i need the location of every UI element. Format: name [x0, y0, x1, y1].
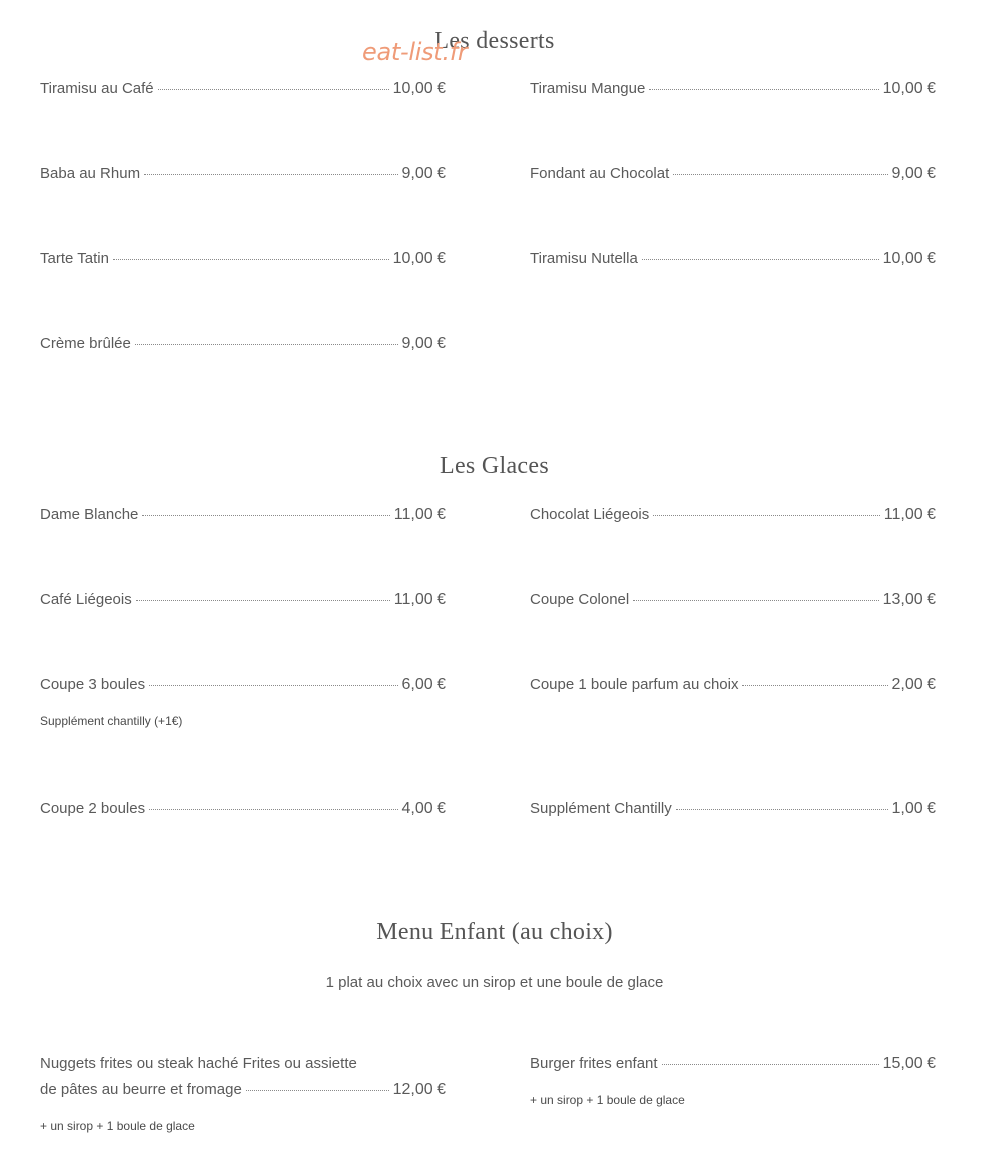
menu-item	[530, 800, 936, 818]
item-note: Supplément chantilly (+1€)	[40, 714, 183, 728]
dot-leader	[662, 1064, 879, 1065]
item-name: Coupe 3 boules	[40, 676, 146, 693]
menu-item	[40, 506, 446, 524]
item-price: 6,00 €	[401, 676, 446, 693]
item-price: 10,00 €	[882, 250, 936, 267]
item-name: Coupe Colonel	[530, 591, 630, 608]
item-note: + un sirop + 1 boule de glace	[40, 1119, 195, 1133]
item-price: 15,00 €	[882, 1055, 936, 1072]
section-title-glaces: Les Glaces	[440, 453, 549, 479]
dot-leader	[113, 259, 389, 260]
item-price: 11,00 €	[393, 591, 446, 608]
menu-item	[530, 1055, 936, 1073]
item-price: 13,00 €	[882, 591, 936, 608]
section-subtitle: 1 plat au choix avec un sirop et une boule de glace	[325, 974, 664, 991]
dot-leader	[246, 1090, 389, 1091]
item-price: 4,00 €	[401, 800, 446, 817]
dot-leader	[144, 174, 397, 175]
watermark-logo: eat-list.fr	[362, 38, 468, 66]
item-name: Baba au Rhum	[40, 165, 141, 182]
item-price: 11,00 €	[393, 506, 446, 523]
item-price: 9,00 €	[401, 165, 446, 182]
item-price: 9,00 €	[401, 335, 446, 352]
menu-item	[40, 335, 446, 353]
item-name: Supplément Chantilly	[530, 800, 672, 817]
section-title-menu-enfant: Menu Enfant (au choix)	[376, 919, 613, 945]
menu-item	[40, 250, 446, 268]
item-name-line1: Nuggets frites ou steak haché Frites ou assiette	[40, 1055, 357, 1072]
item-name: Tiramisu Mangue	[530, 80, 646, 97]
item-price: 9,00 €	[891, 165, 936, 182]
menu-item	[40, 80, 446, 98]
dot-leader	[649, 89, 878, 90]
item-price: 10,00 €	[882, 80, 936, 97]
dot-leader	[158, 89, 389, 90]
menu-item	[530, 250, 936, 268]
item-name: Coupe 2 boules	[40, 800, 146, 817]
item-price: 2,00 €	[891, 676, 936, 693]
item-name: Fondant au Chocolat	[530, 165, 670, 182]
dot-leader	[149, 809, 397, 810]
dot-leader	[149, 685, 397, 686]
menu-item	[40, 800, 446, 818]
dot-leader	[653, 515, 880, 516]
dot-leader	[673, 174, 887, 175]
item-price: 11,00 €	[883, 506, 936, 523]
item-price: 10,00 €	[392, 80, 446, 97]
menu-item	[40, 1081, 446, 1099]
item-name: Dame Blanche	[40, 506, 139, 523]
item-name: de pâtes au beurre et fromage	[40, 1081, 242, 1098]
item-name: Burger frites enfant	[530, 1055, 658, 1072]
menu-item	[530, 80, 936, 98]
dot-leader	[642, 259, 879, 260]
item-name: Café Liégeois	[40, 591, 132, 608]
menu-item	[530, 506, 936, 524]
menu-item	[40, 676, 446, 694]
dot-leader	[633, 600, 878, 601]
menu-item	[40, 165, 446, 183]
item-name: Crème brûlée	[40, 335, 131, 352]
section-title-desserts: Les desserts	[434, 28, 555, 54]
menu-item	[530, 676, 936, 694]
menu-item	[530, 591, 936, 609]
item-name: Tiramisu Nutella	[530, 250, 638, 267]
item-price: 12,00 €	[392, 1081, 446, 1098]
dot-leader	[676, 809, 888, 810]
dot-leader	[136, 600, 390, 601]
item-name: Coupe 1 boule parfum au choix	[530, 676, 739, 693]
item-name: Tarte Tatin	[40, 250, 109, 267]
menu-item	[40, 591, 446, 609]
item-price: 1,00 €	[891, 800, 936, 817]
item-price: 10,00 €	[392, 250, 446, 267]
dot-leader	[742, 685, 887, 686]
item-name: Chocolat Liégeois	[530, 506, 650, 523]
dot-leader	[142, 515, 389, 516]
item-name: Tiramisu au Café	[40, 80, 154, 97]
item-note: + un sirop + 1 boule de glace	[530, 1093, 685, 1107]
menu-item	[530, 165, 936, 183]
dot-leader	[135, 344, 398, 345]
